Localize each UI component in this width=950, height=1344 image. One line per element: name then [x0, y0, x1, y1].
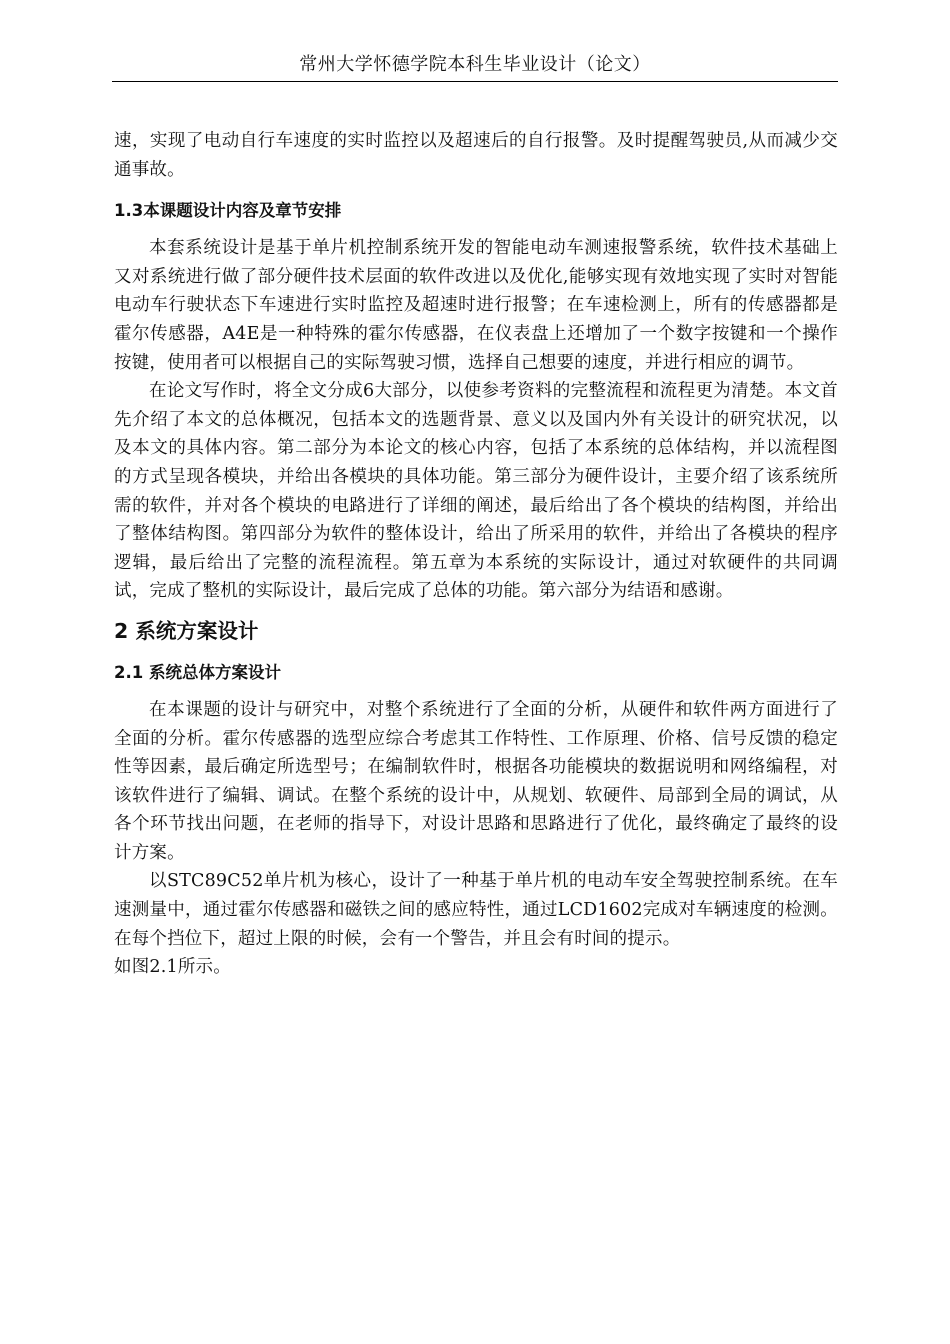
chapter-2-heading: 2 系统方案设计 [114, 618, 259, 643]
document-body [114, 127, 838, 982]
section-2-1-heading: 2.1 系统总体方案设计 [114, 662, 281, 682]
page-header-title: 常州大学怀德学院本科生毕业设计（论文） [299, 54, 651, 75]
figure-reference: 如图2.1所示。 [114, 957, 231, 978]
section-1-3-paragraph-2: 在论文写作时，将全文分成6大部分，以使参考资料的完整流程和流程更为清楚。本文首先介绍了本文的总体概况，包括本文的选题背景、意义以及国内外有关设计的研究状况，以及本文的具体内容。第二部分为本论文的核心内容，包括了本系统的总体结构，并以流程图的方式呈现各模块，并给出各模块的具体功能。第三部分为硬件设计，主要介绍了该系统所需的软件，并对各个模块的电路进行了详细的阐述，最后给出了各个模块的结构图，并给出了整体结构图。第四部分为软件的整体设计，给出了所采用的软件，并给出了各模块的程序逻辑，最后给出了完整的流程流程。第五章为本系统的实际设计，通过对软硬件的共同调试，完成了整机的实际设计，最后完成了总体的功能。第六部分为结语和感谢。 [114, 381, 838, 602]
section-2-1-paragraph-1: 在本课题的设计与研究中，对整个系统进行了全面的分析，从硬件和软件两方面进行了全面的分析。霍尔传感器的选型应综合考虑其工作特性、工作原理、价格、信号反馈的稳定性等因素，最后确定所选型号；在编制软件时，根据各功能模块的数据说明和网络编程，对该软件进行了编辑、调试。在整个系统的设计中，从规划、软硬件、局部到全局的调试，从各个环节找出问题，在老师的指导下，对设计思路和思路进行了优化，最终确定了最终的设计方案。 [114, 699, 838, 863]
intro-paragraph: 速，实现了电动自行车速度的实时监控以及超速后的自行报警。及时提醒驾驶员,从而减少交通事故。 [114, 131, 838, 180]
section-1-3-heading: 1.3本课题设计内容及章节安排 [114, 201, 342, 221]
header-divider [112, 81, 838, 82]
section-2-1-paragraph-2: 以STC89C52单片机为核心，设计了一种基于单片机的电动车安全驾驶控制系统。在车速测量中，通过霍尔传感器和磁铁之间的感应特性，通过LCD1602完成对车辆速度的检测。在每个挡位下，超过上限的时候，会有一个警告，并且会有时间的提示。 [114, 871, 838, 949]
section-1-3-paragraph-1: 本套系统设计是基于单片机控制系统开发的智能电动车测速报警系统，软件技术基础上又对系统进行做了部分硬件技术层面的软件改进以及优化,能够实现有效地实现了实时对智能电动车行驶状态下车速进行实时监控及超速时进行报警；在车速检测上，所有的传感器都是霍尔传感器，A4E是一种特殊的霍尔传感器，在仪表盘上还增加了一个数字按键和一个操作按键，使用者可以根据自己的实际驾驶习惯，选择自己想要的速度，并进行相应的调节。 [114, 238, 838, 373]
